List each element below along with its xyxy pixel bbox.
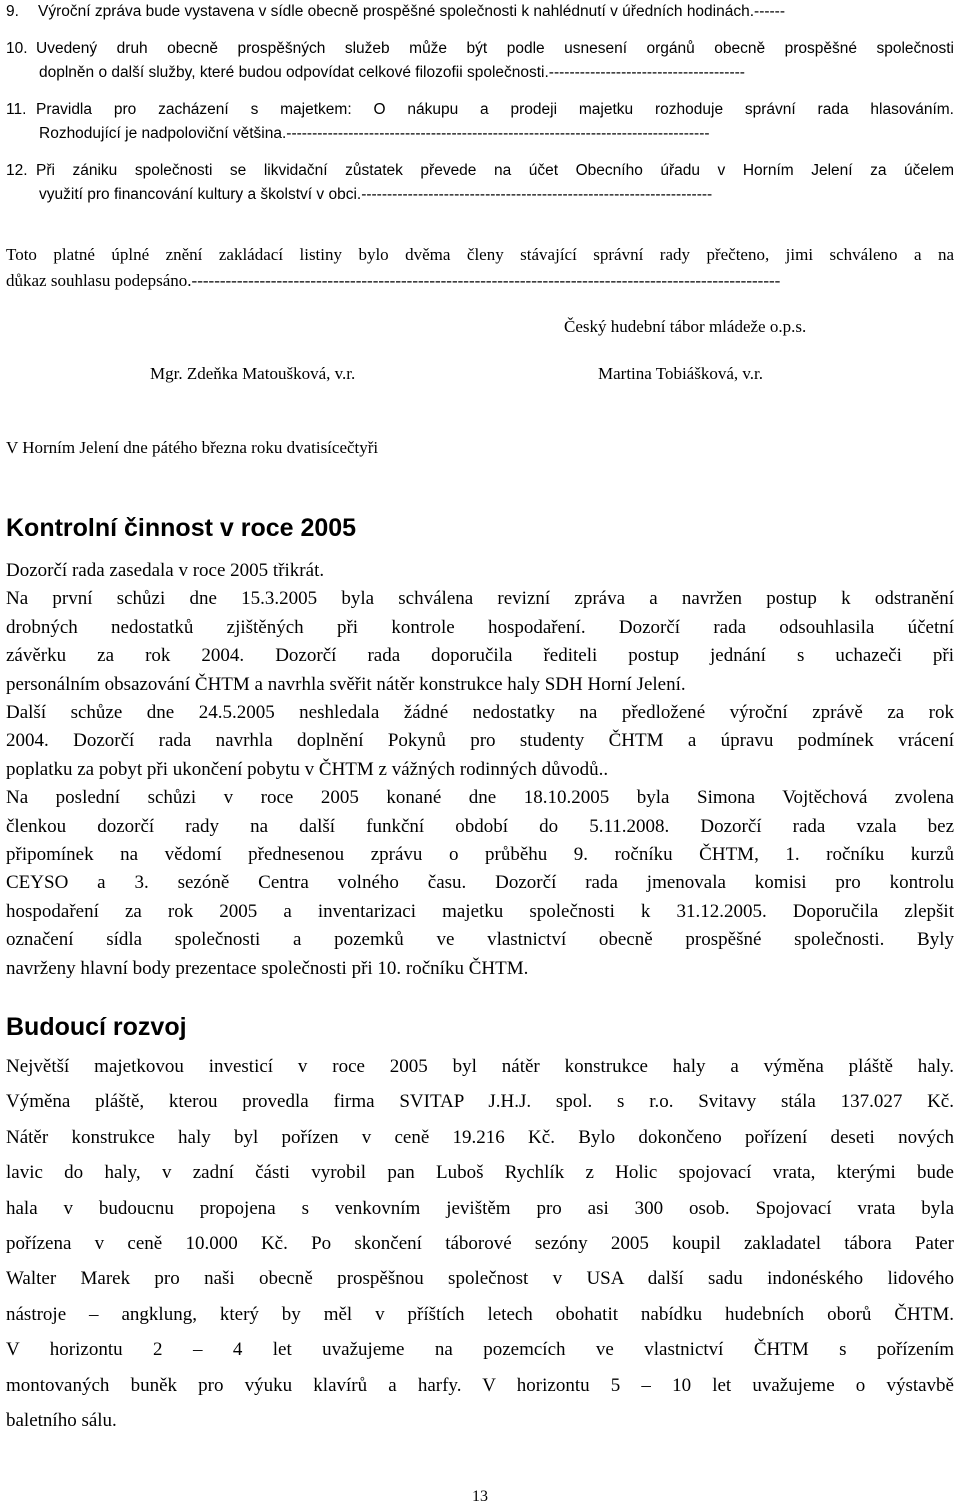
body-line: Na poslední schůzi v roce 2005 konané dne 18.10.2005 byla Simona Vojtěchová zvolena <box>6 787 954 809</box>
section-heading-development: Budoucí rozvoj <box>6 1013 187 1041</box>
body-line: Na první schůzi dne 15.3.2005 byla schválena revizní zpráva a navržen postup k odstranění <box>6 588 954 610</box>
point-text: Výroční zpráva bude vystavena v sídle obecně prospěšné společnosti k nahlédnutí v úředních hodinách.------ <box>38 3 786 20</box>
body-line: montovaných buněk pro výuku klavírů a harfy. V horizontu 5 – 10 let uvažujeme o výstavbě <box>6 1374 954 1396</box>
point-9 <box>6 0 954 24</box>
body-line: Další schůze dne 24.5.2005 neshledala žádné nedostatky na předložené výroční zprávě za rok <box>6 702 954 724</box>
body-line: Walter Marek pro naši obecně prospěšnou společnost v USA další sadu indonéského lidového <box>6 1268 954 1290</box>
body-line: Největší majetkovou investicí v roce 2005 byl nátěr konstrukce haly a výměna pláště haly. <box>6 1056 954 1077</box>
body-line: drobných nedostatků zjištěných při kontrole hospodaření. Dozorčí rada odsouhlasila účetní <box>6 616 954 638</box>
body-line: CEYSO a 3. sezóně Centra volného času. Dozorčí rada jmenovala komisi pro kontrolu <box>6 872 954 894</box>
page-number: 13 <box>472 1488 488 1505</box>
body-line: Nátěr konstrukce haly byl pořízen v ceně 19.216 Kč. Bylo dokončeno pořízení deseti nových <box>6 1126 954 1148</box>
point-number: 9. <box>6 3 19 20</box>
body-line: hospodaření za rok 2005 a inventarizaci majetku společnosti k 31.12.2005. Doporučila zlepšit <box>6 900 954 922</box>
point-text-line: doplněn o další služby, které budou odpovídat celkové filozofii společnosti.-------------------------------------- <box>39 64 745 81</box>
organization-name: Český hudební tábor mládeže o.p.s. <box>564 317 807 336</box>
point-11 <box>6 98 954 146</box>
place-date: V Horním Jelení dne pátého března roku dvatisícečtyři <box>6 438 379 457</box>
body-line: personálním obsazování ČHTM a navrhla svěřit nátěr konstrukce haly SDH Horní Jelení. <box>6 673 686 695</box>
closing-line: Toto platné úplné znění zakládací listiny bylo dvěma členy stávající správní rady přečteno, jimi schváleno a na <box>6 245 954 264</box>
point-number: 10. <box>6 40 28 57</box>
point-text-line: Pravidla pro zacházení s majetkem: O nákupu a prodeji majetku rozhoduje správní rada hlasováním. <box>36 101 954 118</box>
section-heading-control: Kontrolní činnost v roce 2005 <box>6 514 357 542</box>
section-development-body <box>6 1049 954 1438</box>
point-10 <box>6 37 954 85</box>
point-text-line: využití pro financování kultury a školství v obci.-------------------------------------------------------------------- <box>39 186 713 203</box>
body-line: závěrku za rok 2004. Dozorčí rada doporučila řediteli postup jednání s uchazeči při <box>6 645 954 667</box>
body-line: Výměna pláště, kterou provedla firma SVITAP J.H.J. spol. s r.o. Svitavy stála 137.027 Kč. <box>6 1091 954 1113</box>
closing-line: důkaz souhlasu podepsáno.-------------------------------------------------------------------------------------------------------- <box>6 271 781 290</box>
point-text-line: Uvedený druh obecně prospěšných služeb může být podle usnesení orgánů obecně prospěšné společnosti <box>36 40 954 57</box>
body-line: označení sídla společnosti a pozemků ve vlastnictví obecně prospěšné společnosti. Byly <box>6 929 954 951</box>
body-line: poplatku za pobyt při ukončení pobytu v ČHTM z vážných rodinných důvodů.. <box>6 758 609 780</box>
point-number: 11. <box>6 101 27 118</box>
point-12 <box>6 159 954 207</box>
body-line: pořízena v ceně 10.000 Kč. Po skončení táborové sezóny 2005 koupil zakladatel tábora Pater <box>6 1233 954 1255</box>
section-control-body <box>6 557 954 983</box>
body-line: baletního sálu. <box>6 1410 117 1432</box>
signature-left: Mgr. Zdeňka Matoušková, v.r. <box>150 364 356 383</box>
body-line: 2004. Dozorčí rada navrhla doplnění Pokynů pro studenty ČHTM a úpravu podmínek vrácení <box>6 730 954 752</box>
closing-paragraph <box>6 242 954 294</box>
point-text-line: Při zániku společnosti se likvidační zůstatek převede na účet Obecního úřadu v Horním Jelení za účelem <box>36 162 954 179</box>
body-line: lavic do haly, v zadní části vyrobil pan Luboš Rychlík z Holic spojovací vrata, kterými bude <box>6 1162 954 1184</box>
signature-right: Martina Tobiášková, v.r. <box>598 364 764 383</box>
body-line: Dozorčí rada zasedala v roce 2005 třikrát. <box>6 560 325 581</box>
body-line: navrženy hlavní body prezentace společnosti při 10. ročníku ČHTM. <box>6 957 529 979</box>
body-line: V horizontu 2 – 4 let uvažujeme na pozemcích ve vlastnictví ČHTM s pořízením <box>6 1339 954 1361</box>
body-line: členkou dozorčí rady na další funkční období do 5.11.2008. Dozorčí rada vzala bez <box>6 815 954 837</box>
body-line: hala v budoucnu propojena s venkovním jevištěm pro asi 300 osob. Spojovací vrata byla <box>6 1197 954 1219</box>
point-text-line: Rozhodující je nadpoloviční většina.---------------------------------------------------------------------------------- <box>39 125 710 142</box>
point-number: 12. <box>6 162 28 179</box>
body-line: nástroje – angklung, který by měl v příštích letech obohatit nabídku hudebních oborů ČHTM. <box>6 1303 954 1325</box>
body-line: připomínek na vědomí přednesenou zprávu o průběhu 9. ročníku ČHTM, 1. ročníku kurzů <box>6 844 954 866</box>
